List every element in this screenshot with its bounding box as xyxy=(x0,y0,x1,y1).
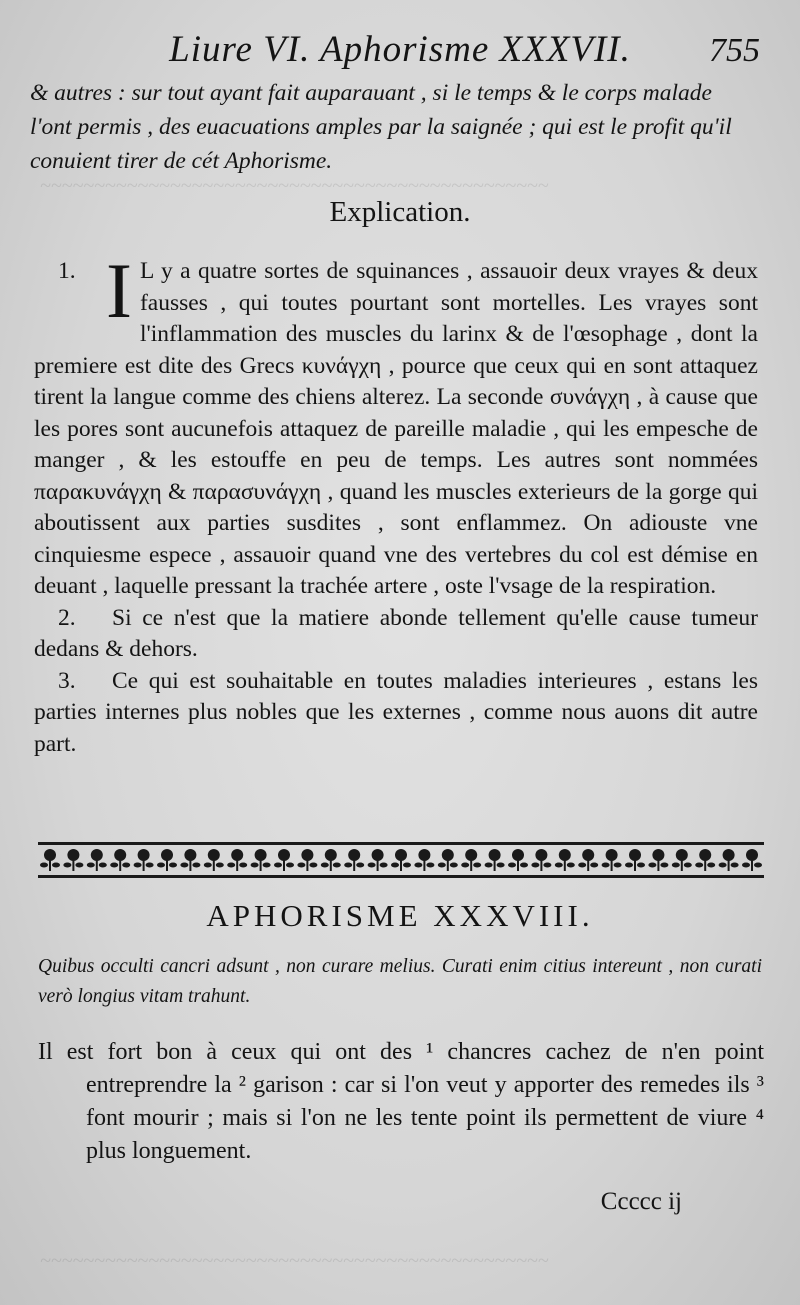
explication-body xyxy=(34,247,758,760)
fleuron-leaf xyxy=(391,863,399,868)
fleuron-leaf xyxy=(122,863,130,868)
fleuron-leaf xyxy=(438,863,446,868)
fleuron-stem xyxy=(611,858,613,871)
french-text: Il est fort bon à ceux qui ont des ¹ chancres cachez de n'en point entreprendre la ² garison : car si l'on veut y apporter des remedes ils ³ font mourir ; mais si l'on ne les tente point ils permettent de viure ⁴ plus longuement. xyxy=(38,1039,764,1164)
fleuron-leaf xyxy=(555,863,563,868)
paragraph-number: 3. xyxy=(58,667,76,694)
fleuron-stem xyxy=(96,858,98,871)
fleuron-leaf xyxy=(719,863,727,868)
fleuron-leaf xyxy=(227,863,235,868)
explication-heading: Explication. xyxy=(329,196,471,228)
fleuron-leaf xyxy=(754,863,762,868)
paragraph-text: Ce qui est souhaitable en toutes maladies interieures , estans les parties internes plus nobles que les externes , comme nous auons dit autre part. xyxy=(34,667,758,757)
fleuron-stem xyxy=(143,858,145,871)
fleuron-leaf xyxy=(75,863,83,868)
fleuron-leaf xyxy=(497,863,505,868)
fleuron-leaf xyxy=(450,863,458,868)
fleuron-leaf xyxy=(87,863,95,868)
fleuron-leaf xyxy=(157,863,165,868)
aphorism-heading: APHORISME XXXVIII. xyxy=(206,898,594,933)
fleuron-leaf xyxy=(309,863,317,868)
signature-mark: Ccccc ij xyxy=(600,1188,682,1215)
fleuron-leaf xyxy=(40,863,48,868)
fleuron-stem xyxy=(564,858,566,871)
fleuron-stem xyxy=(189,858,191,871)
fleuron-leaf xyxy=(695,863,703,868)
fleuron-leaf xyxy=(134,863,142,868)
fleuron-leaf xyxy=(648,863,656,868)
fleuron-leaf xyxy=(356,863,364,868)
fleuron-leaf xyxy=(707,863,715,868)
latin-aphorism xyxy=(38,952,762,1012)
fleuron-leaf xyxy=(590,863,598,868)
fleuron-stem xyxy=(166,858,168,871)
fleuron-leaf xyxy=(485,863,493,868)
fleuron-stem xyxy=(236,858,238,871)
fleuron-stem xyxy=(751,858,753,871)
fleuron-leaf xyxy=(461,863,469,868)
fleuron-leaf xyxy=(473,863,481,868)
fleuron-stem xyxy=(681,858,683,871)
fleuron-leaf xyxy=(192,863,200,868)
fleuron-leaf xyxy=(146,863,154,868)
fleuron-leaf xyxy=(531,863,539,868)
fleuron-leaf xyxy=(286,863,294,868)
fleuron-leaf xyxy=(578,863,586,868)
fleuron-leaf xyxy=(731,863,739,868)
fleuron-leaf xyxy=(520,863,528,868)
fleuron-leaf xyxy=(625,863,633,868)
fleuron-leaf xyxy=(333,863,341,868)
fleuron-stem xyxy=(377,858,379,871)
fleuron-leaf xyxy=(684,863,692,868)
fleuron-leaf xyxy=(614,863,622,868)
paragraph-text: Si ce n'est que la matiere abonde tellement qu'elle cause tumeur dedans & dehors. xyxy=(34,604,758,662)
explication-paragraph-2 xyxy=(34,603,758,666)
page-number: 755 xyxy=(709,32,760,69)
show-through-bleed: ~~~~~~~~~~~~~~~~~~~~~~~~~~~~~~~~~~~~~~~~~~~~~~~ xyxy=(40,175,549,197)
fleuron-stem xyxy=(704,858,706,871)
fleuron-leaf xyxy=(344,863,352,868)
continuation-line: l'ont permis , des euacuations amples par la saignée ; qui est le profit qu'il xyxy=(30,114,732,140)
fleuron-stem xyxy=(447,858,449,871)
fleuron-stem xyxy=(353,858,355,871)
fleuron-leaf xyxy=(660,863,668,868)
fleuron-leaf xyxy=(216,863,224,868)
continuation-line: conuient tirer de cét Aphorisme. xyxy=(30,148,333,174)
fleuron-leaf xyxy=(180,863,188,868)
fleuron-stem xyxy=(213,858,215,871)
fleuron-leaf xyxy=(52,863,60,868)
fleuron-ornament-icon xyxy=(38,840,764,880)
latin-text: Quibus occulti cancri adsunt , non curare melius. Curati enim citius intereunt , non curati verò longius vitam trahunt. xyxy=(38,956,762,1007)
fleuron-stem xyxy=(306,858,308,871)
fleuron-stem xyxy=(330,858,332,871)
explication-paragraph-3 xyxy=(34,666,758,761)
fleuron-leaf xyxy=(297,863,305,868)
fleuron-stem xyxy=(587,858,589,871)
fleuron-leaf xyxy=(567,863,575,868)
paragraph-number: 2. xyxy=(58,604,76,631)
page-header xyxy=(30,28,770,78)
fleuron-leaf xyxy=(380,863,388,868)
fleuron-leaf xyxy=(637,863,645,868)
fleuron-stem xyxy=(728,858,730,871)
fleuron-leaf xyxy=(426,863,434,868)
show-through-bleed: ~~~~~~~~~~~~~~~~~~~~~~~~~~~~~~~~~~~~~~~~~~~~~~~ xyxy=(40,1250,549,1272)
fleuron-stem xyxy=(72,858,74,871)
fleuron-leaf xyxy=(263,863,271,868)
fleuron-leaf xyxy=(274,863,282,868)
fleuron-leaf xyxy=(742,863,750,868)
fleuron-leaf xyxy=(602,863,610,868)
fleuron-stem xyxy=(400,858,402,871)
fleuron-stem xyxy=(283,858,285,871)
explication-paragraph-1 xyxy=(34,247,758,603)
fleuron-stem xyxy=(119,858,121,871)
fleuron-stem xyxy=(49,858,51,871)
fleuron-leaf xyxy=(251,863,259,868)
fleuron-leaf xyxy=(110,863,118,868)
french-translation xyxy=(38,1036,764,1168)
fleuron-leaf xyxy=(63,863,71,868)
fleuron-leaf xyxy=(169,863,177,868)
fleuron-leaf xyxy=(508,863,516,868)
fleuron-stem xyxy=(634,858,636,871)
fleuron-stem xyxy=(494,858,496,871)
fleuron-leaf xyxy=(414,863,422,868)
fleuron-leaf xyxy=(403,863,411,868)
fleuron-ornament-band xyxy=(38,840,764,880)
fleuron-leaf xyxy=(672,863,680,868)
fleuron-leaf xyxy=(204,863,212,868)
fleuron-stem xyxy=(517,858,519,871)
continuation-line: & autres : sur tout ayant fait auparauant , si le temps & le corps malade xyxy=(30,80,712,106)
fleuron-leaf xyxy=(368,863,376,868)
fleuron-leaf xyxy=(321,863,329,868)
paragraph-number: 1. xyxy=(58,258,76,284)
fleuron-leaf xyxy=(543,863,551,868)
continuation-text xyxy=(30,76,762,178)
fleuron-leaf xyxy=(99,863,107,868)
fleuron-stem xyxy=(260,858,262,871)
fleuron-stem xyxy=(657,858,659,871)
drop-cap: I xyxy=(106,247,132,334)
paragraph-text: L y a quatre sortes de squinances , assauoir deux vrayes & deux fausses , qui toutes pourtant sont mortelles. Les vrayes sont l'inflammation des muscles du larinx & de l'œsophage , dont la premiere est dite des Grecs κυνάγχη , pource que ceux qui en sont attaquez tirent la langue comme des chiens alterez. La seconde συνάγχη , à cause que les pores sont aucunefois attaquez de pareille maladie , qui les empesche de manger , & les estouffe en peu de temps. Les autres sont nommées παρακυνάγχη & παρασυνάγχη , quand les muscles exterieurs de la gorge qui aboutissent aux parties susdites , sont enflammez. On adiouste vne cinquiesme espece , assauoir quand vne des vertebres du col est démise en deuant , laquelle pressant la trachée artere , oste l'vsage de la respiration. xyxy=(34,258,758,599)
fleuron-stem xyxy=(423,858,425,871)
fleuron-stem xyxy=(540,858,542,871)
running-head: Liure VI. Aphorisme XXXVII. xyxy=(169,29,631,70)
fleuron-leaf xyxy=(239,863,247,868)
fleuron-stem xyxy=(470,858,472,871)
